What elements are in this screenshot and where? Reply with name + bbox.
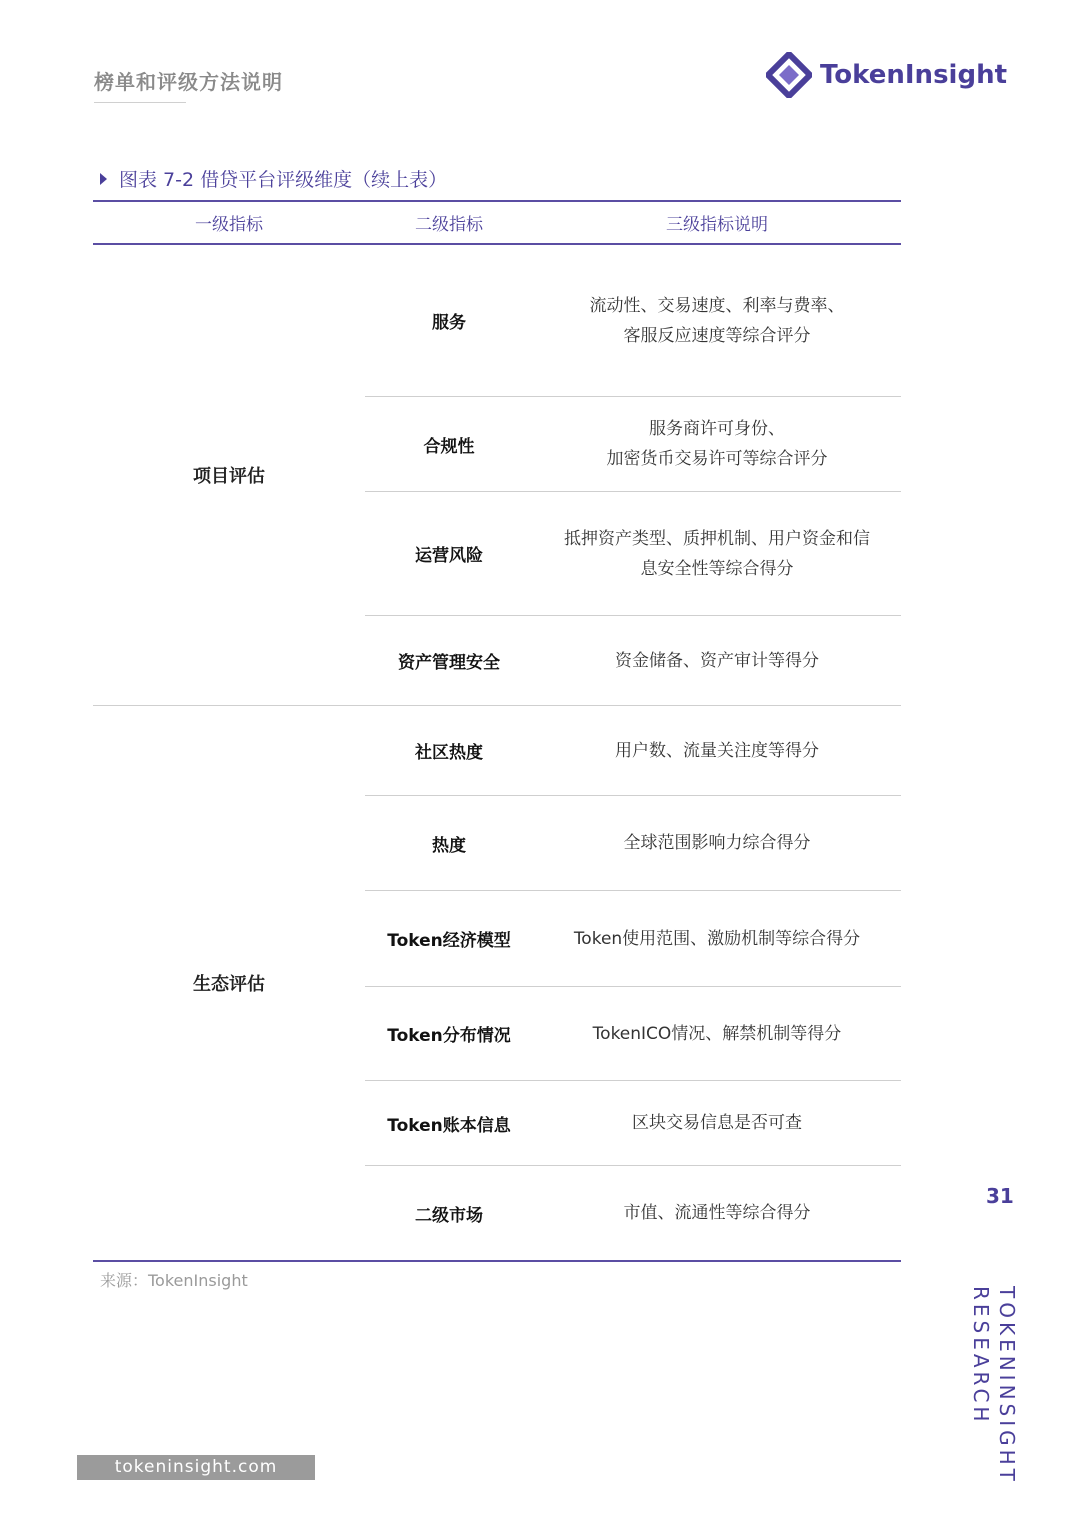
- table-row: [365, 796, 901, 891]
- table-row: [365, 706, 901, 796]
- table-row: [365, 1166, 901, 1260]
- page-number: 31: [986, 1184, 1014, 1208]
- table-bottom-rule: [93, 1260, 901, 1262]
- tokeninsight-logo-icon: [766, 52, 812, 98]
- level2-cell: 合规性: [423, 436, 475, 457]
- level2-cell: 运营风险: [415, 546, 483, 566]
- page-section-title: 榜单和评级方法说明: [94, 70, 283, 94]
- level2-cell: Token账本信息: [387, 1115, 511, 1136]
- level2-cell: 服务: [432, 313, 466, 333]
- side-text-line2: RESEARCH: [969, 1286, 993, 1426]
- group-project-evaluation: [93, 245, 901, 705]
- figure-caption-text: 图表 7-2 借贷平台评级维度（续上表）: [119, 169, 448, 191]
- level2-cell: 二级市场: [415, 1205, 483, 1226]
- desc-cell: Token使用范围、激励机制等综合得分: [573, 928, 861, 949]
- level2-cell: 社区热度: [415, 743, 483, 763]
- group-label: 项目评估: [193, 466, 265, 487]
- table-row: [365, 1081, 901, 1166]
- table-row: [365, 616, 901, 705]
- tokeninsight-logo: [766, 52, 1007, 98]
- desc-cell: 区块交易信息是否可查: [632, 1113, 802, 1133]
- desc-cell: TokenICO情况、解禁机制等得分: [592, 1023, 842, 1044]
- footer-url: tokeninsight.com: [77, 1455, 315, 1480]
- desc-cell: 全球范围影响力综合得分: [623, 833, 811, 853]
- header-divider: [94, 102, 186, 103]
- table-row: [365, 492, 901, 616]
- side-brand-text: [968, 1286, 1020, 1530]
- group-label: 生态评估: [193, 974, 265, 995]
- logo-text: TokenInsight: [820, 60, 1008, 90]
- source-note: 来源：TokenInsight: [100, 1271, 248, 1290]
- level2-cell: Token分布情况: [387, 1026, 511, 1046]
- header-level2: 二级指标: [415, 215, 483, 235]
- caption-triangle-icon: [100, 173, 107, 185]
- desc-cell: 抵押资产类型、质押机制、用户资金和信 息安全性等综合得分: [564, 528, 870, 579]
- table-header: [93, 202, 901, 243]
- header-level1: 一级指标: [195, 215, 263, 235]
- desc-cell: 服务商许可身份、 加密货币交易许可等综合评分: [606, 419, 828, 469]
- level2-cell: 热度: [432, 835, 466, 856]
- table-row: [365, 891, 901, 987]
- table-row: [365, 397, 901, 492]
- rating-table: [93, 200, 901, 1262]
- level2-cell: Token经济模型: [387, 931, 511, 951]
- desc-cell: 资金储备、资产审计等得分: [615, 650, 819, 671]
- side-text-line1: TOKENINSIGHT: [995, 1286, 1019, 1485]
- desc-cell: 市值、流通性等综合得分: [623, 1203, 811, 1223]
- desc-cell: 用户数、流量关注度等得分: [615, 740, 819, 761]
- level2-cell: 资产管理安全: [398, 653, 500, 673]
- group-ecosystem-evaluation: [93, 706, 901, 1260]
- header-level3: 三级指标说明: [666, 215, 768, 235]
- table-row: [365, 245, 901, 397]
- figure-caption: [100, 165, 447, 192]
- table-row: [365, 987, 901, 1081]
- desc-cell: 流动性、交易速度、利率与费率、 客服反应速度等综合评分: [589, 295, 845, 346]
